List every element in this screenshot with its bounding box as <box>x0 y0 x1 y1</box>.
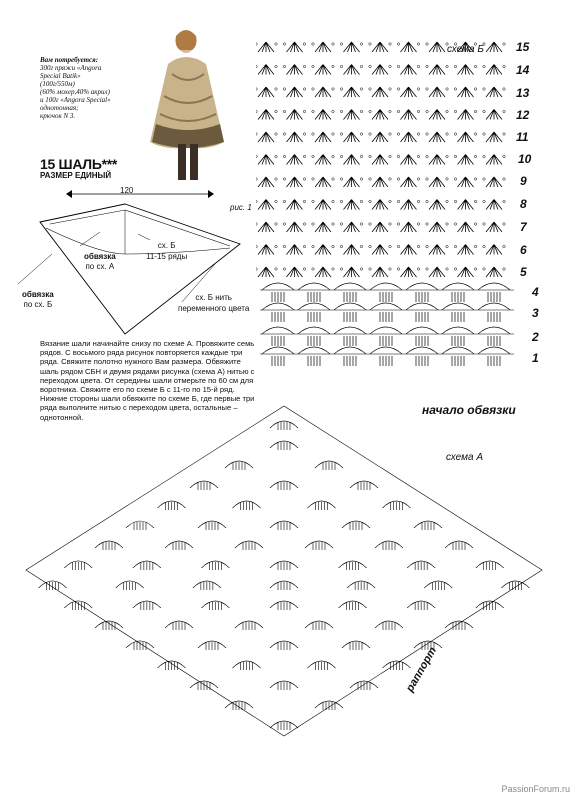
label-obv-b <box>22 290 54 310</box>
schema-b-label: схема Б <box>447 44 484 55</box>
materials-line: (100г/550м) <box>40 80 75 88</box>
row-number: 1 <box>532 351 539 365</box>
label-thread <box>178 292 249 314</box>
row-number: 9 <box>520 174 527 188</box>
row-number: 6 <box>520 243 527 257</box>
row-number: 11 <box>516 130 529 144</box>
watermark: PassionForum.ru <box>501 784 570 794</box>
row-number: 4 <box>532 285 539 299</box>
label-thread-line2: переменного цвета <box>178 304 250 313</box>
row-number: 12 <box>516 108 530 122</box>
schema-b-chart <box>256 28 518 388</box>
schema-a-label: схема А <box>446 452 483 463</box>
schema-b-start-label: начало обвязки <box>422 403 516 417</box>
label-obv-b-line2: по сх. Б <box>23 300 53 309</box>
figure-label: рис. 1 <box>230 203 252 212</box>
label-obv-b-line1: обвязка <box>22 290 54 299</box>
row-number: 8 <box>520 197 527 211</box>
row-number: 3 <box>532 306 539 320</box>
pattern-subtitle: РАЗМЕР ЕДИНЫЙ <box>40 171 112 180</box>
label-thread-line1: сх. Б нить <box>195 293 232 302</box>
materials-block <box>40 56 140 120</box>
label-sch-b <box>146 240 187 262</box>
materials-line: 300г пряжи «Angora <box>40 64 102 72</box>
label-sch-b-line2: 11-15 ряды <box>146 252 188 261</box>
row-number: 5 <box>520 265 527 279</box>
label-obv-a-line1: обвязка <box>84 252 116 261</box>
label-obv-a-line2: по сх. А <box>85 262 115 271</box>
materials-line: крючок N 3. <box>40 112 76 120</box>
shawl-photo <box>148 24 230 184</box>
instructions-text: Вязание шали начинайте снизу по схеме А. Провяжите семь рядов. С восьмого ряда рисунок повторяется каждые три ряда. Свяжите полотно нужного Вам размера. Обвяжите шаль рядом СБН и двумя рядами рисунка (схема А) нитью с переходом цвета. От середины шали отмерьте по 60 см для воротника. Свяжите его по схеме Б с 11-го по 15-й ряд. Нижние стороны шали обвяжите по схеме Б, где первые три ряда выполните нитью с переходом цвета, остальные – однотонной. <box>40 339 255 422</box>
label-sch-b-line1: сх. Б <box>157 241 176 250</box>
materials-line: Special Batik» <box>40 72 81 80</box>
row-number: 7 <box>520 220 527 234</box>
materials-line: (60% мохер,40% акрил) <box>40 88 110 96</box>
schema-a-chart <box>6 400 562 770</box>
materials-line: однотонная; <box>40 104 79 112</box>
figure-width: 120 <box>120 186 134 195</box>
repeat-label: раппорт <box>404 645 440 694</box>
row-number: 2 <box>532 330 539 344</box>
pattern-title: 15 ШАЛЬ*** <box>40 156 118 172</box>
row-number: 15 <box>516 40 530 54</box>
row-number: 13 <box>516 86 530 100</box>
label-obv-a <box>84 252 116 272</box>
row-number: 14 <box>516 63 530 77</box>
materials-line: и 100г «Angora Special» <box>40 96 111 104</box>
materials-heading: Вам потребуется: <box>40 56 99 64</box>
row-number: 10 <box>518 152 532 166</box>
